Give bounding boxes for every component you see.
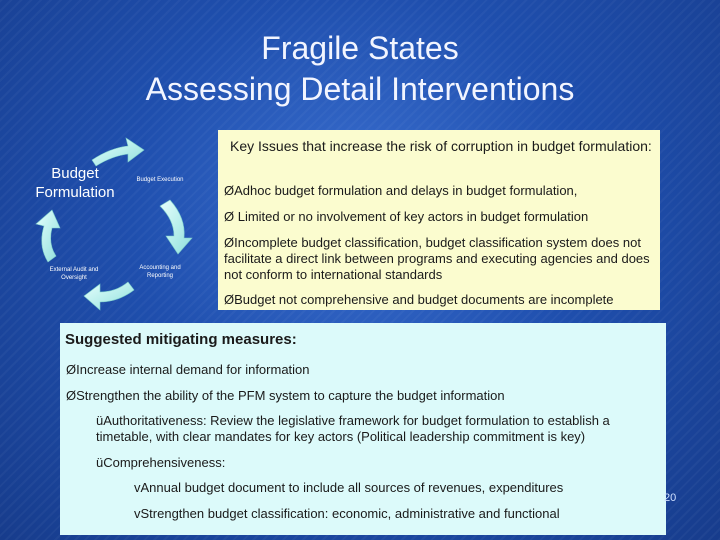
slide-subtitle: Assessing Detail Interventions (145, 71, 575, 107)
accounting-reporting-label: Accounting and Reporting (139, 265, 181, 279)
mitigating-measures-box (60, 323, 666, 535)
key-issues-box (218, 130, 660, 310)
mitigating-measures-heading: Suggested mitigating measures: (65, 331, 297, 348)
budget-cycle-diagram (0, 130, 230, 330)
slide-title: Fragile States (261, 30, 459, 66)
issue-item: ØAdhoc budget formulation and delays in budget formulation, (224, 183, 578, 198)
mitigation-item: ØIncrease internal demand for information (66, 362, 310, 377)
mitigation-item: ØStrengthen the ability of the PFM system to capture the budget information (66, 388, 505, 403)
arrow-bottom (84, 282, 134, 310)
budget-formulation-label: Budget Formulation (35, 165, 115, 201)
budget-execution-label: Budget Execution (136, 177, 184, 183)
external-audit-label: External Audit and Oversight (49, 267, 99, 281)
key-issues-heading: Key Issues that increase the risk of corruption in budget formulation: (230, 138, 652, 154)
cycle-arrows (0, 130, 230, 330)
arrow-left (36, 210, 60, 262)
mitigation-subsubitem: vStrengthen budget classification: economic, administrative and functional (134, 506, 560, 521)
issue-item: ØBudget not comprehensive and budget documents are incomplete (224, 292, 614, 307)
mitigation-subitem: üComprehensiveness: (96, 455, 226, 470)
mitigation-subitem: üAuthoritativeness: Review the legislative framework for budget formulation to establish a timetable, with clear mandates for key actors (Political leadership commitment is key) (96, 413, 610, 444)
issue-item: ØIncomplete budget classification, budget classification system does not facilitate a direct link between programs and executing agencies and does not conform to international standards (224, 235, 650, 282)
arrow-top (92, 138, 144, 166)
issue-item: Ø Limited or no involvement of key actors in budget formulation (224, 209, 589, 224)
page-number: 20 (664, 492, 677, 504)
arrow-right (160, 200, 192, 254)
mitigation-subsubitem: vAnnual budget document to include all sources of revenues, expenditures (134, 480, 564, 495)
